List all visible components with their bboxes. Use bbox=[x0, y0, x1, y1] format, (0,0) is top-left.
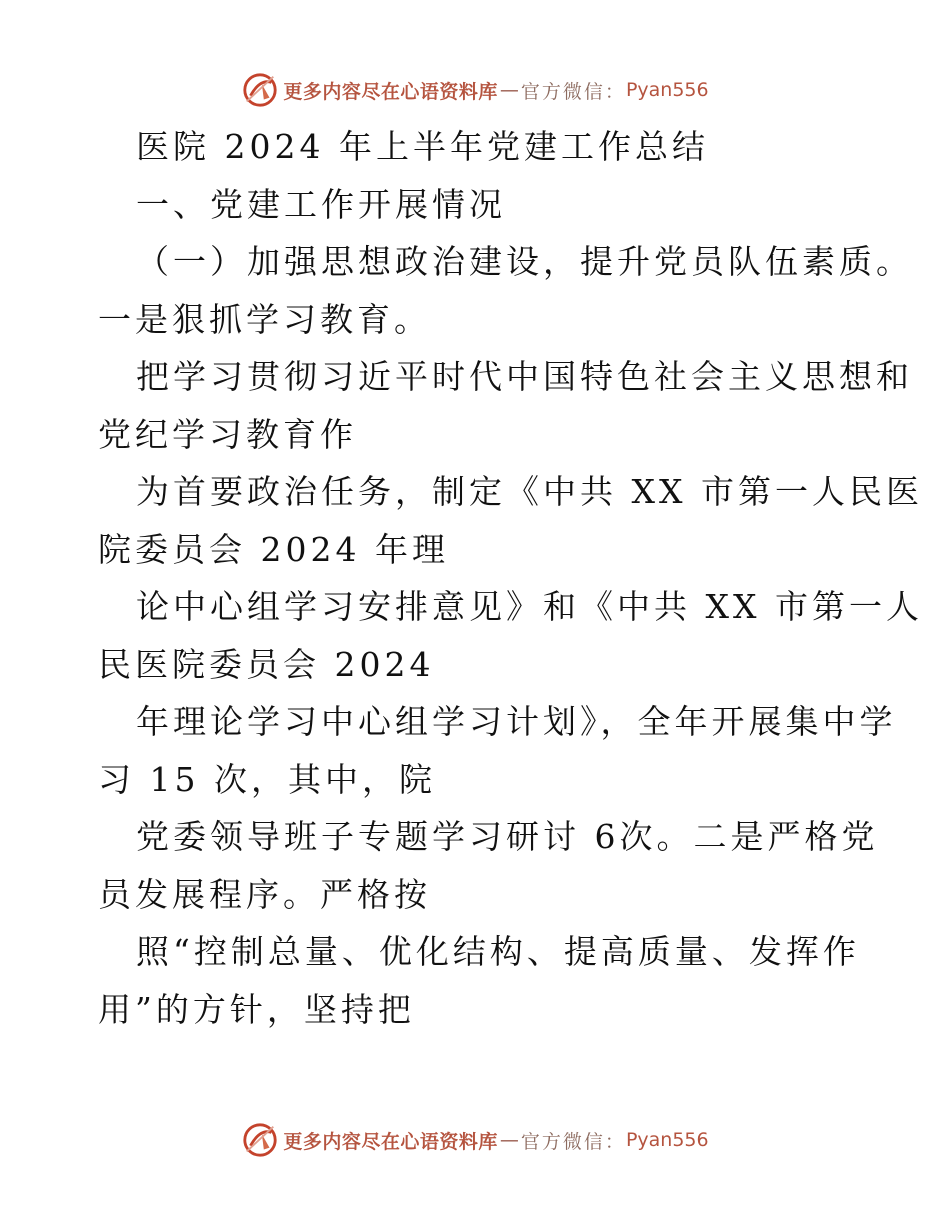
header-watermark bbox=[0, 68, 950, 112]
section-heading: 一、党建工作开展情况 bbox=[136, 184, 506, 224]
watermark-wechat-id: Pyan556 bbox=[625, 79, 709, 101]
watermark-text: 更多内容尽在心语资料库 bbox=[283, 1130, 498, 1153]
watermark-text: 更多内容尽在心语资料库 bbox=[283, 80, 498, 103]
paragraph-line: 一是狠抓学习教育。 bbox=[98, 299, 431, 339]
footer-watermark bbox=[0, 1118, 950, 1162]
document-body bbox=[98, 118, 923, 1038]
paragraph-line: 年理论学习中心组学习计划》，全年开展集中学 bbox=[136, 702, 897, 741]
paragraph-line: 论中心组学习安排意见》和《中共 XX 市第一人 bbox=[136, 587, 923, 626]
paragraph-line: 党委领导班子专题学习研讨 6次。二是严格党 bbox=[136, 817, 879, 856]
paragraph-line: 习 15 次，其中，院 bbox=[98, 759, 436, 799]
paragraph-line: 员发展程序。严格按 bbox=[98, 874, 431, 914]
document-title: 医院 2024 年上半年党建工作总结 bbox=[136, 127, 709, 166]
brand-logo-icon bbox=[241, 1121, 279, 1159]
watermark-wechat-id: Pyan556 bbox=[625, 1129, 709, 1151]
paragraph-line: 为首要政治任务，制定《中共 XX 市第一人民医 bbox=[136, 472, 923, 511]
paragraph-line: 照“控制总量、优化结构、提高质量、发挥作 bbox=[136, 932, 860, 971]
paragraph-line: 党纪学习教育作 bbox=[98, 414, 357, 454]
subsection-heading: （一）加强思想政治建设，提升党员队伍素质。 bbox=[136, 242, 913, 281]
watermark-wechat-label: 官方微信： bbox=[520, 1130, 626, 1153]
watermark-dash: — bbox=[499, 1129, 519, 1151]
watermark-wechat-label: 官方微信： bbox=[520, 80, 626, 103]
paragraph-line: 民医院委员会 2024 bbox=[98, 644, 435, 684]
paragraph-line: 用”的方针，坚持把 bbox=[98, 989, 415, 1029]
brand-logo-icon bbox=[241, 71, 279, 109]
watermark-dash: — bbox=[499, 79, 519, 101]
paragraph-line: 把学习贯彻习近平时代中国特色社会主义思想和 bbox=[136, 357, 913, 396]
paragraph-line: 院委员会 2024 年理 bbox=[98, 529, 449, 569]
